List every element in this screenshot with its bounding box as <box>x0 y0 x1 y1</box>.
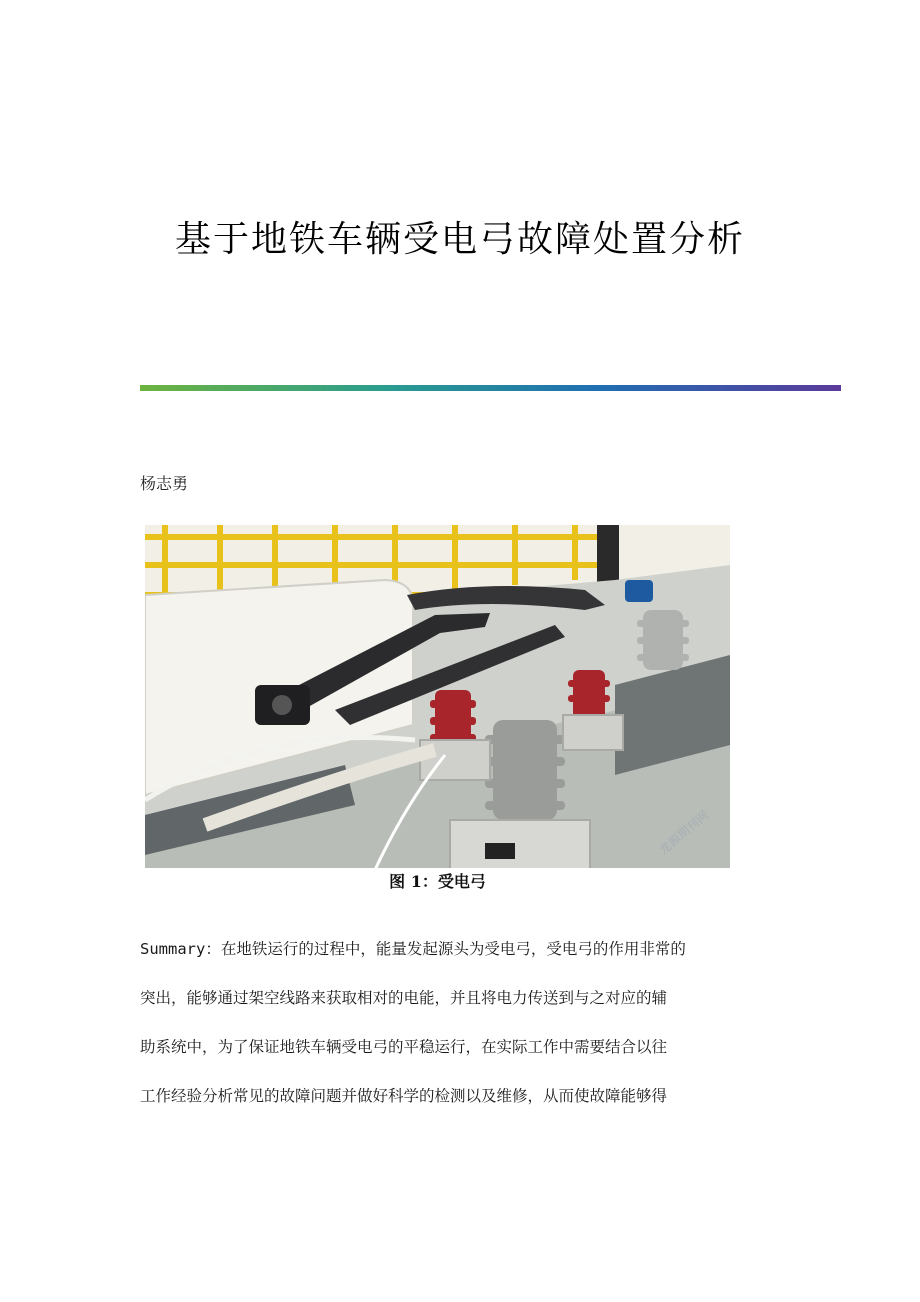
summary-line: 工作经验分析常见的故障问题并做好科学的检测以及维修，从而使故障能够得 <box>140 1087 668 1105</box>
figure-watermark: 龙源期刊网 <box>656 807 712 858</box>
author-name: 杨志勇 <box>140 474 189 493</box>
summary-paragraph <box>140 925 785 1121</box>
pantograph-photo <box>145 525 730 870</box>
summary-line: 助系统中，为了保证地铁车辆受电弓的平稳运行，在实际工作中需要结合以往 <box>140 1038 668 1056</box>
figure-caption: 图 1：受电弓 <box>145 868 730 896</box>
title-divider <box>140 385 841 391</box>
summary-line: 突出，能够通过架空线路来获取相对的电能，并且将电力传送到与之对应的辅 <box>140 989 668 1007</box>
document-title: 基于地铁车辆受电弓故障处置分析 <box>174 219 745 260</box>
summary-line: Summary：在地铁运行的过程中，能量发起源头为受电弓，受电弓的作用非常的 <box>140 940 686 958</box>
